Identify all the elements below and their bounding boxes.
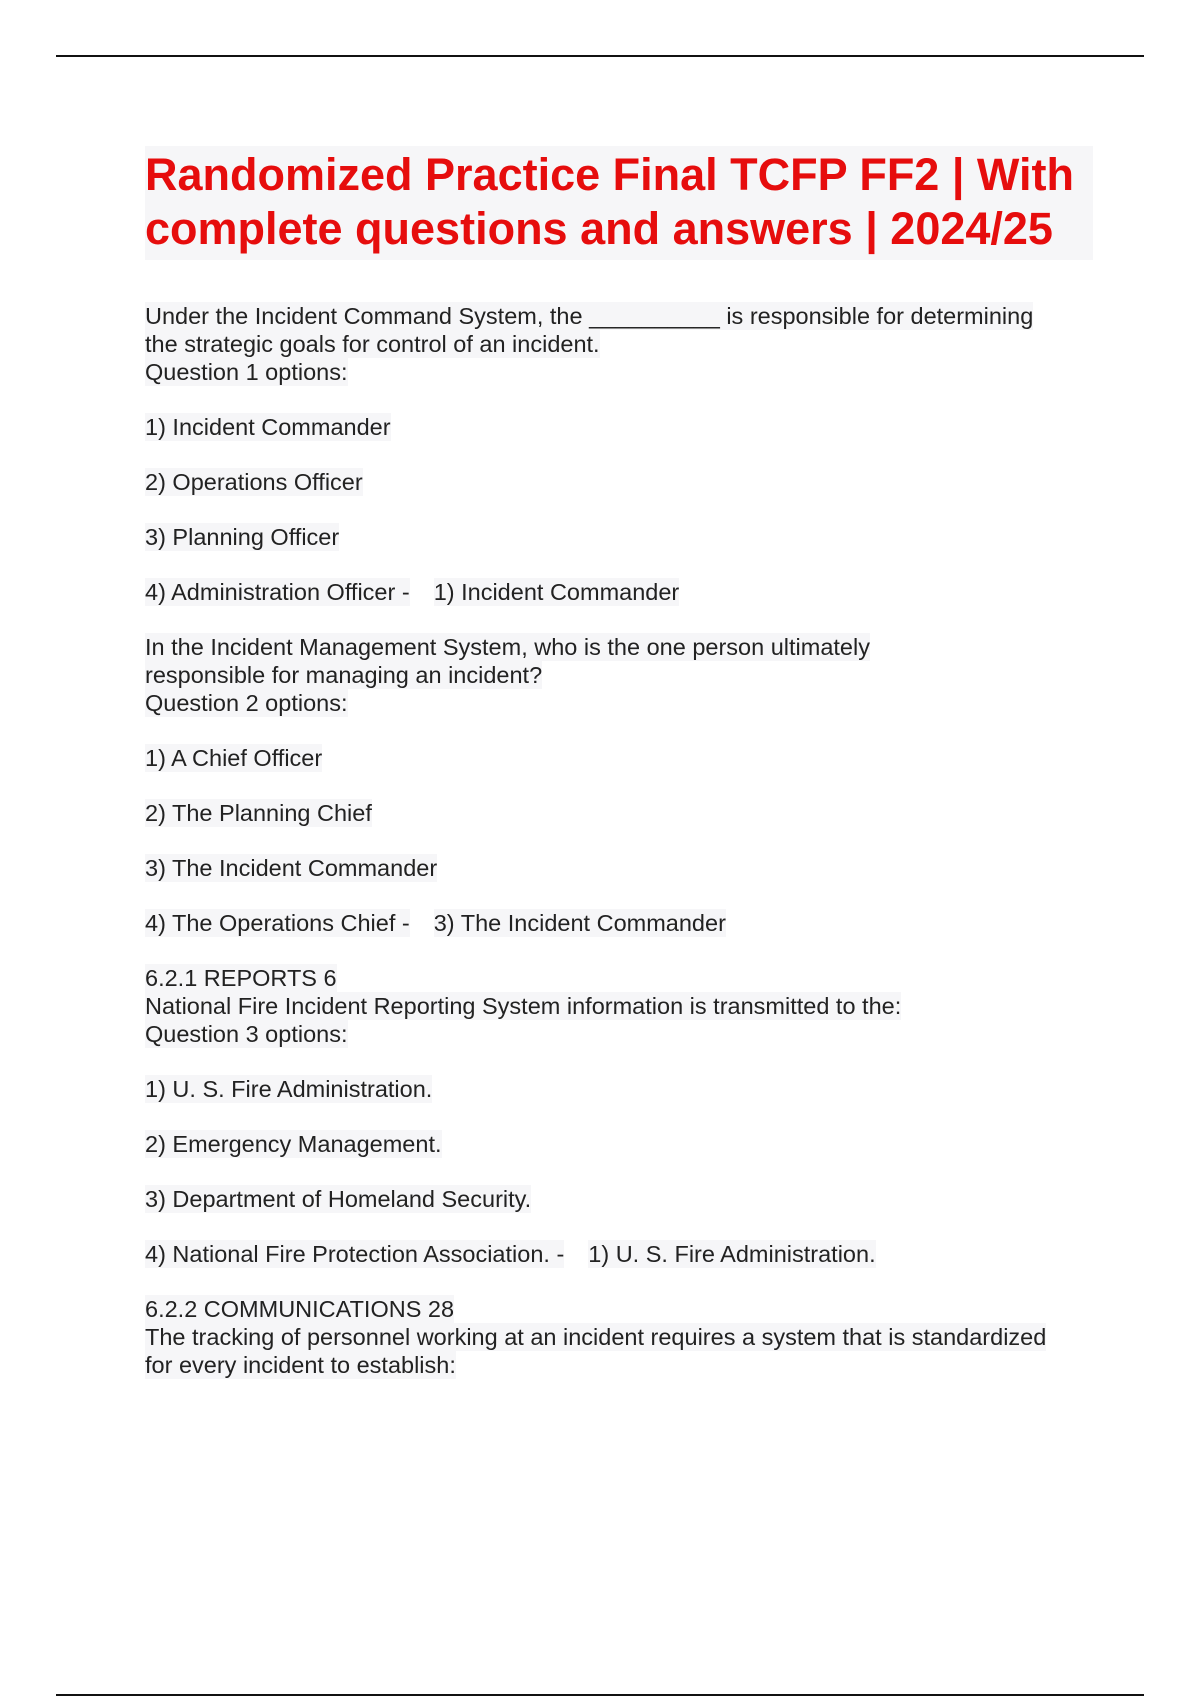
question-stem <box>145 302 1095 386</box>
option-text: 1) U. S. Fire Administration. <box>145 1076 433 1102</box>
stem-line: for every incident to establish: <box>145 1352 456 1378</box>
option <box>145 413 1095 441</box>
stem-line: responsible for managing an incident? <box>145 662 543 688</box>
document-body <box>145 146 1095 1406</box>
question-3 <box>145 964 1095 1268</box>
question-2 <box>145 633 1095 937</box>
option-text: 2) Emergency Management. <box>145 1131 442 1157</box>
stem-line: The tracking of personnel working at an incident requires a system that is standardized <box>145 1324 1047 1350</box>
option-text: 3) Department of Homeland Security. <box>145 1186 532 1212</box>
section-heading: 6.2.2 COMMUNICATIONS 28 <box>145 1296 455 1322</box>
option-text: 3) The Incident Commander <box>145 855 438 881</box>
question-stem <box>145 633 1095 717</box>
option-with-answer <box>145 909 1095 937</box>
option-with-answer <box>145 1240 1095 1268</box>
option-text: 1) Incident Commander <box>145 414 391 440</box>
stem-line: Under the Incident Command System, the __________ is responsible for determining <box>145 303 1034 329</box>
option-with-answer <box>145 578 1095 606</box>
answer-text: 3) The Incident Commander <box>433 910 726 936</box>
top-rule <box>56 55 1144 57</box>
section-heading: 6.2.1 REPORTS 6 <box>145 965 337 991</box>
option-text: 4) The Operations Chief - <box>145 910 410 936</box>
question-4 <box>145 1295 1095 1379</box>
option <box>145 523 1095 551</box>
document-title: Randomized Practice Final TCFP FF2 | With complete questions and answers | 2024/25 <box>145 146 1093 260</box>
option <box>145 1130 1095 1158</box>
option <box>145 854 1095 882</box>
option <box>145 744 1095 772</box>
option-text: 3) Planning Officer <box>145 524 340 550</box>
question-stem <box>145 1295 1095 1379</box>
options-label: Question 1 options: <box>145 359 348 385</box>
question-stem <box>145 964 1095 1048</box>
stem-line: the strategic goals for control of an incident. <box>145 331 600 357</box>
option-text: 1) A Chief Officer <box>145 745 323 771</box>
answer-text: 1) Incident Commander <box>433 579 680 605</box>
option <box>145 468 1095 496</box>
question-1 <box>145 302 1095 606</box>
option <box>145 799 1095 827</box>
stem-line: In the Incident Management System, who is the one person ultimately <box>145 634 870 660</box>
option-text: 4) National Fire Protection Association. - <box>145 1241 565 1267</box>
options-label: Question 3 options: <box>145 1021 348 1047</box>
stem-line: National Fire Incident Reporting System information is transmitted to the: <box>145 993 902 1019</box>
option-text: 2) The Planning Chief <box>145 800 372 826</box>
option-text: 4) Administration Officer - <box>145 579 410 605</box>
answer-text: 1) U. S. Fire Administration. <box>588 1241 876 1267</box>
option <box>145 1075 1095 1103</box>
option <box>145 1185 1095 1213</box>
question-list <box>145 302 1095 1379</box>
bottom-rule <box>56 1694 1144 1696</box>
option-text: 2) Operations Officer <box>145 469 363 495</box>
options-label: Question 2 options: <box>145 690 348 716</box>
